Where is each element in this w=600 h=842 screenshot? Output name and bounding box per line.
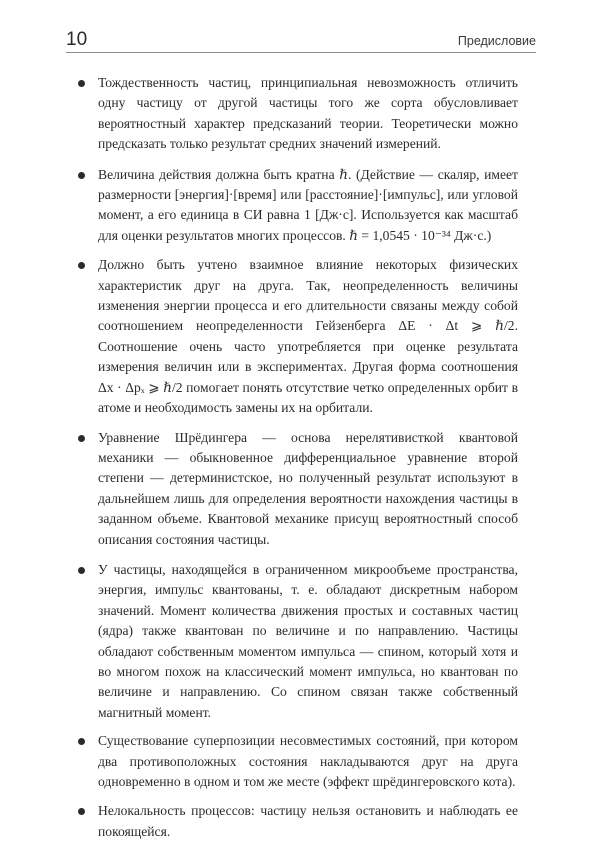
bullet-icon — [78, 262, 85, 269]
list-item-text: У частицы, находящейся в ограниченном микрообъеме пространства, энергия, импульс квантованы, т. е. обладают дискретным набором значений. Момент количества движения простых и составных частиц (ядра) также квантован по величине и по направлению. Частицы обладают собственным моментом импульса — спином, который хотя и во многом похож на классический момент импульса, но квантован по величине и направлению. Со спином связан также собственный магнитный момент. — [98, 561, 518, 720]
list-item-text: Существование суперпозиции несовместимых состояний, при котором два противоположных состояния накладываются друг на друга одновременно в одном и том же месте (эффект шрёдингеровского кота). — [98, 733, 518, 789]
list-item-text: Уравнение Шрёдингера — основа нерелятивисткой квантовой механики — обыкновенное дифференциальное уравнение второй степени — детерминистское, но полученный результат используют в дальнейшем лишь для определения вероятности нахождения частицы в заданном объеме. Квантовой механике присущ вероятностный способ описания состояния частицы. — [98, 429, 518, 547]
bullet-icon — [78, 435, 85, 442]
list-item-text: Тождественность частиц, принципиальная невозможность отличить одну частицу от другой частицы того же сорта обусловливает вероятностный характер предсказаний теории. Теоретически можно предсказать только результат средних значений измерений. — [98, 75, 518, 152]
list-item — [98, 73, 518, 155]
list-item-text: Величина действия должна быть кратна ℏ. (Действие — скаляр, имеет размерности [энергия]·[время] или [расстояние]·[импульс], или угловой момент, а его единица в СИ равна 1 [Дж·с]. Используется как масштаб для оценки результатов многих процессов. ℏ = 1,0545 · 10⁻³⁴ Дж·с.) — [98, 166, 518, 243]
page-number: 10 — [66, 29, 88, 50]
page-header — [66, 30, 536, 53]
list-item-text: Должно быть учтено взаимное влияние некоторых физических характеристик друг на друга. Так, неопределенность величины изменения энергии процесса и его длительности связаны между собой соотношением неопределенности Гейзенберга ΔE · Δt ⩾ ℏ/2. Соотношение очень часто употребляется при оценке результата измерения величин или в экспериментах. Другая форма соотношения Δx · Δpₓ ⩾ ℏ/2 помогает понять отсутствие четко определенных орбит в атоме и необходимость замены их на орбитали. — [98, 257, 518, 416]
list-item — [98, 255, 518, 418]
list-item — [98, 428, 518, 550]
list-item-text: Нелокальность процессов: частицу нельзя остановить и наблюдать ее покоящейся. — [98, 803, 518, 839]
running-title: Предисловие — [457, 34, 536, 48]
bullet-list — [98, 73, 518, 842]
list-item — [98, 801, 518, 842]
bullet-icon — [78, 808, 85, 815]
bullet-icon — [78, 172, 85, 179]
bullet-icon — [78, 738, 85, 745]
list-item — [98, 731, 518, 792]
list-item — [98, 165, 518, 247]
list-item — [98, 560, 518, 723]
bullet-icon — [78, 80, 85, 87]
bullet-icon — [78, 567, 85, 574]
